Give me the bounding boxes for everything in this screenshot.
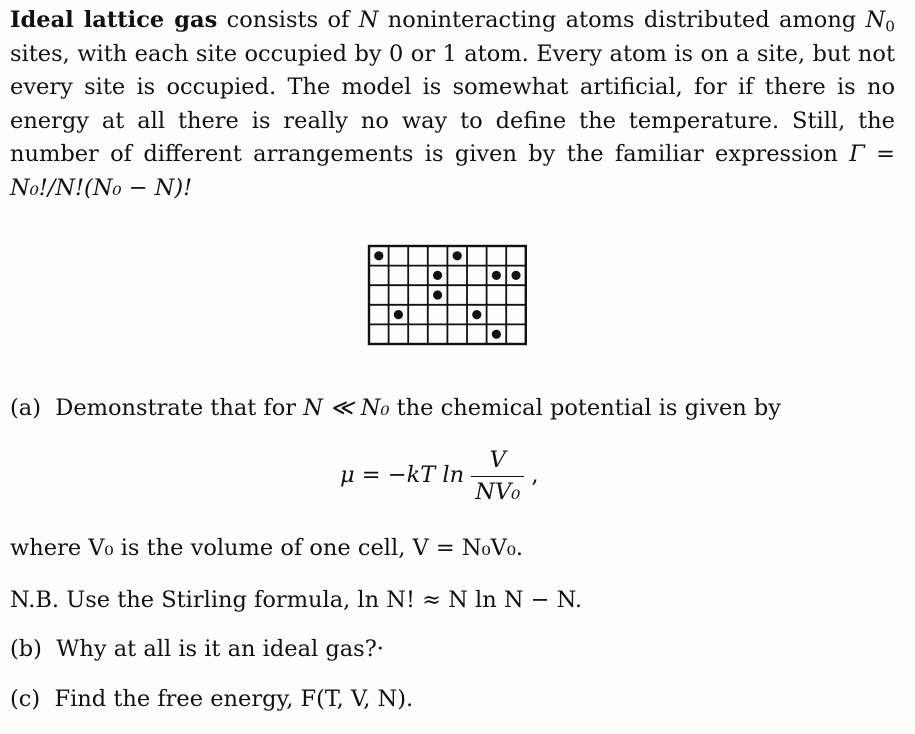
part-a-label: (a)	[10, 395, 41, 421]
lattice-figure	[367, 244, 529, 351]
subscript-0: 0	[885, 17, 895, 36]
atom-dot	[394, 310, 403, 319]
formula-lhs: μ = −kT ln	[340, 462, 465, 488]
formula-fraction	[471, 447, 524, 505]
intro-paragraph	[10, 4, 895, 205]
part-c	[10, 684, 413, 714]
part-a-text-end: the chemical potential is given by	[389, 395, 782, 421]
arrangements-formula: Γ = N₀!/N!(N₀ − N)!	[10, 141, 895, 201]
intro-text-3: sites, with each site occupied by 0 or 1 atom. Every atom is on a site, but not every site is occupied. The model is somewhat artificial, for if there is no energy at all there is really no way to define the temperature. Still, the number of different arrangements is given by the familiar expression	[10, 40, 895, 167]
atom-dot	[433, 271, 442, 280]
symbol-n0: N	[865, 7, 886, 33]
atom-dot	[492, 330, 501, 339]
part-a	[10, 393, 781, 423]
part-c-text: Find the free energy, F(T, V, N).	[54, 686, 414, 712]
formula-denominator: NV₀	[475, 479, 521, 505]
part-b-label: (b)	[10, 636, 42, 662]
atom-dot	[453, 251, 462, 260]
lattice-grid	[367, 244, 529, 347]
part-c-label: (c)	[10, 686, 41, 712]
part-b	[10, 634, 384, 664]
atom-dot	[492, 271, 501, 280]
term-heading: Ideal lattice gas	[10, 7, 218, 33]
atom-dot	[472, 310, 481, 319]
part-b-text: Why at all is it an ideal gas?·	[56, 636, 384, 662]
intro-text-1: consists of	[217, 7, 359, 33]
part-a-text: Demonstrate that for	[55, 395, 304, 421]
atom-dot	[511, 271, 520, 280]
chemical-potential-formula	[340, 447, 539, 505]
atom-dot	[433, 290, 442, 299]
nb-line: N.B. Use the Stirling formula, ln N! ≈ N ln N − N.	[10, 587, 583, 613]
intro-text-2: noninteracting atoms distributed among	[378, 7, 866, 33]
part-a-relation: N ≪ N₀	[303, 395, 390, 421]
formula-numerator: V	[471, 447, 524, 477]
where-line: where V₀ is the volume of one cell, V = N₀V₀.	[10, 535, 524, 561]
symbol-n: N	[358, 7, 379, 33]
atom-dot	[374, 251, 383, 260]
formula-comma: ,	[531, 462, 539, 488]
